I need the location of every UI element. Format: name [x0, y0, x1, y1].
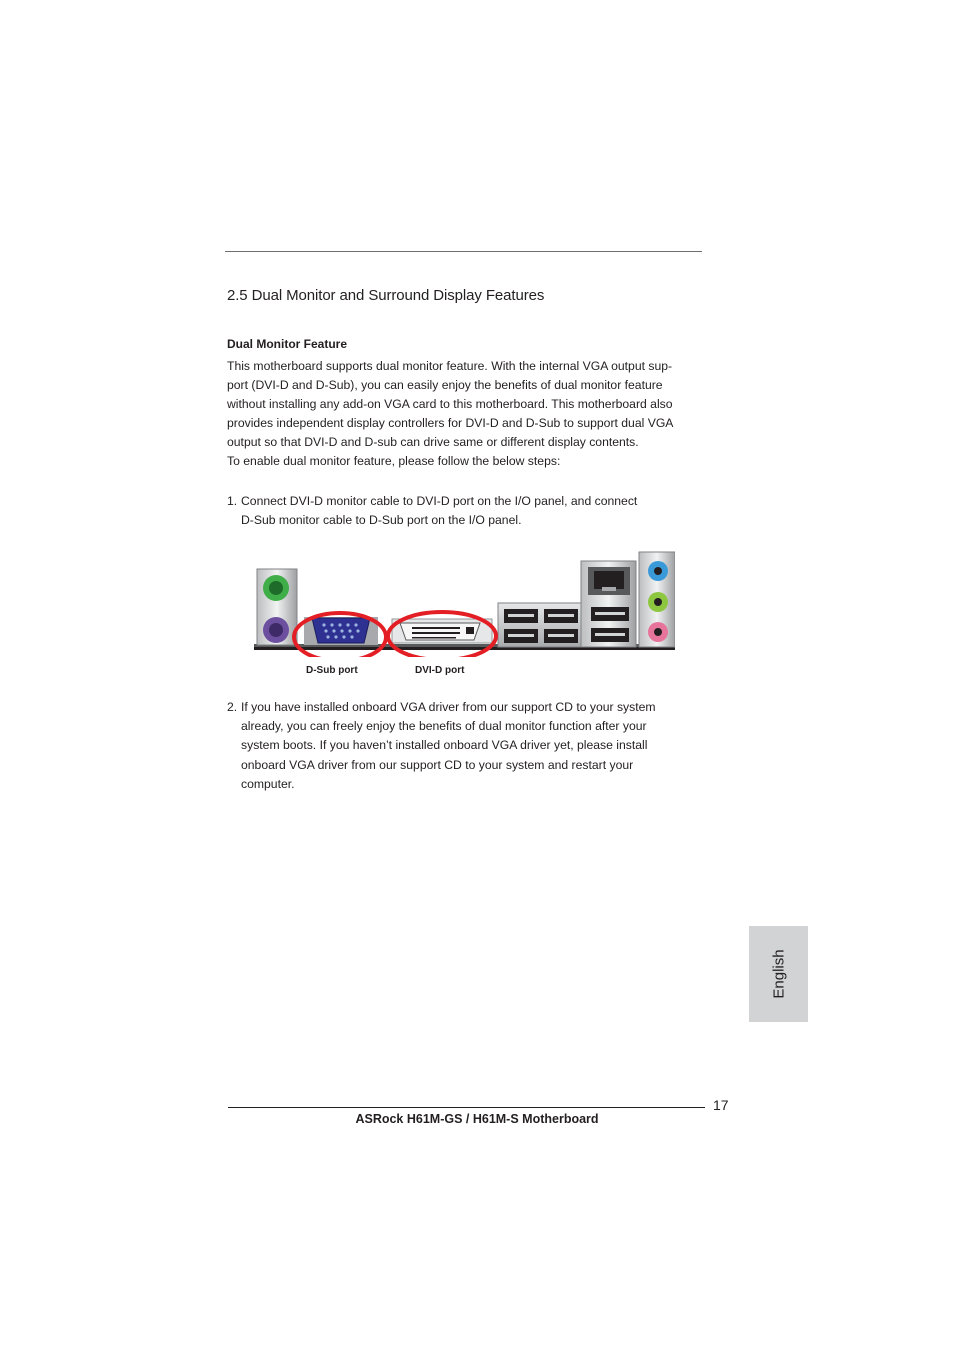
text-line: If you have installed onboard VGA driver from our support CD to your system — [241, 700, 656, 714]
lan-port — [594, 571, 624, 589]
text-line: D-Sub monitor cable to D-Sub port on the I/O panel. — [241, 513, 522, 528]
text-line: port (DVI-D and D-Sub), you can easily enjoy the benefits of dual monitor feature — [227, 378, 663, 393]
dvi-port — [392, 619, 492, 643]
section-title: 2.5 Dual Monitor and Surround Display Features — [227, 287, 545, 304]
dsub-caption: D-Sub port — [306, 665, 358, 676]
text-line: output so that DVI-D and D-sub can drive same or different display contents. — [227, 435, 639, 450]
bottom-rule — [228, 1107, 705, 1108]
top-rule — [225, 251, 702, 252]
text-line: This motherboard supports dual monitor feature. With the internal VGA output sup- — [227, 359, 673, 373]
text-line: computer. — [241, 776, 295, 791]
text-line: provides independent display controllers for DVI-D and D-Sub to support dual VGA — [227, 416, 674, 431]
text-line: system boots. If you haven’t installed onboard VGA driver yet, please install — [241, 738, 648, 753]
dsub-port — [304, 617, 378, 645]
subheading: Dual Monitor Feature — [227, 337, 348, 351]
step-1 — [227, 492, 697, 530]
text-line: onboard VGA driver from our support CD to your system and restart your — [241, 757, 634, 772]
audio-jacks — [639, 552, 675, 647]
lan-usb-stack — [581, 561, 636, 647]
text-line: Connect DVI-D monitor cable to DVI-D port on the I/O panel, and connect — [241, 494, 638, 508]
step-number: 1. — [227, 494, 238, 508]
page-number: 17 — [713, 1097, 729, 1113]
text-line: To enable dual monitor feature, please follow the below steps: — [227, 454, 561, 469]
footer-product: ASRock H61M-GS / H61M-S Motherboard — [355, 1112, 599, 1126]
intro-paragraph — [227, 357, 707, 472]
io-panel-figure — [254, 551, 675, 657]
dvi-caption: DVI-D port — [415, 665, 465, 676]
language-tab — [749, 926, 808, 1022]
text-line: without installing any add-on VGA card to this motherboard. This motherboard also — [227, 397, 673, 412]
text-line: already, you can freely enjoy the benefits of dual monitor function after your — [241, 719, 647, 734]
language-tab-label: English — [770, 949, 787, 999]
usb-ports — [498, 603, 584, 647]
step-2 — [227, 698, 697, 794]
ps2-ports — [257, 569, 297, 645]
step-number: 2. — [227, 700, 238, 714]
